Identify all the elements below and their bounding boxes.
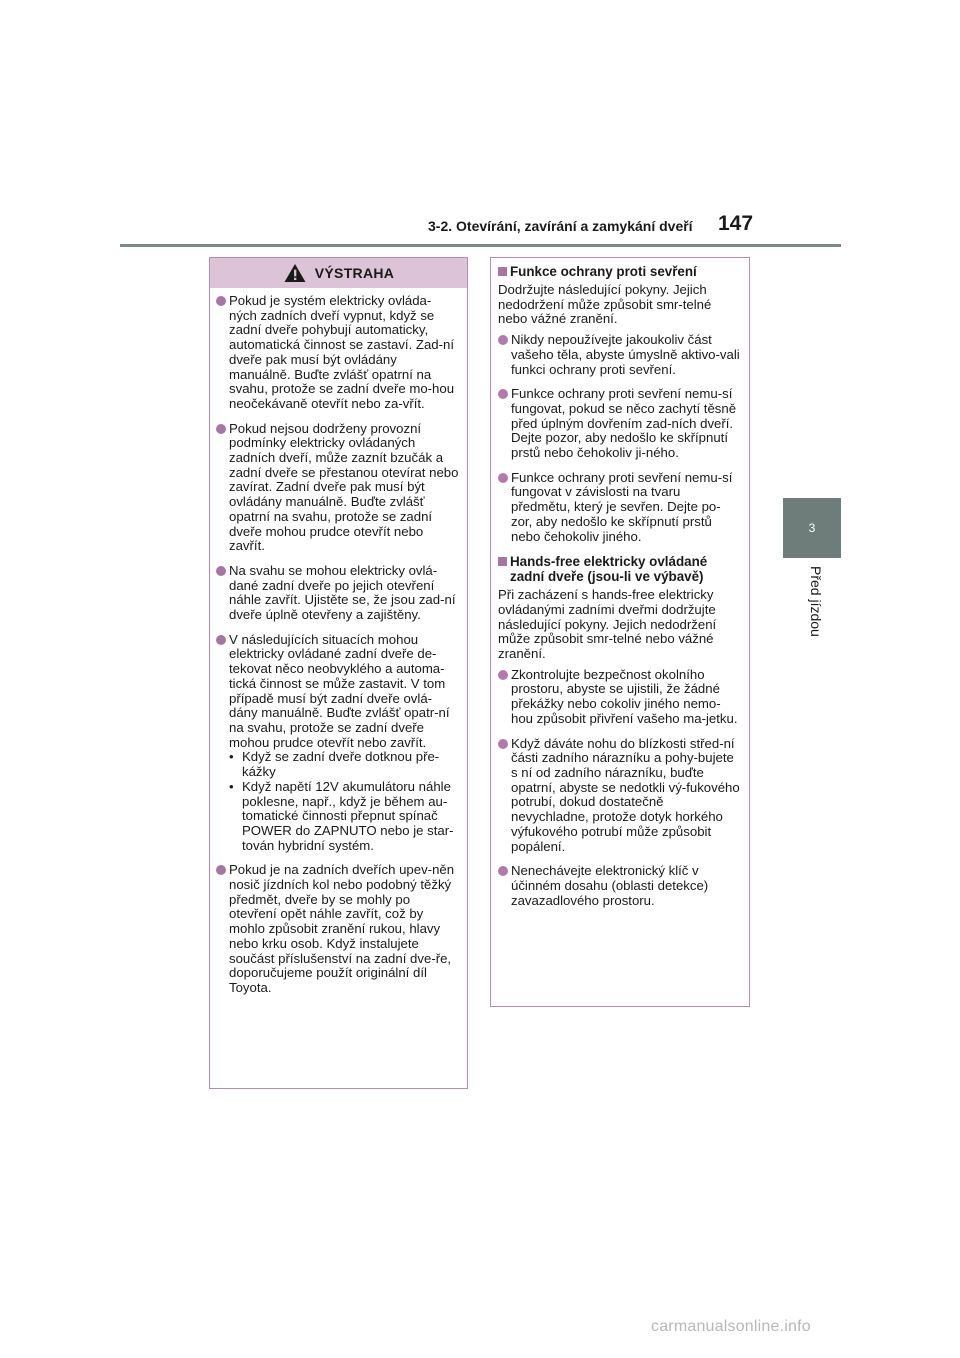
- bullet-dot-icon: [216, 424, 226, 434]
- bullet-dot-icon: [498, 670, 508, 680]
- warning-item: V následujících situacích mohou elektricky ovládané zadní dveře de-tekovat něco neobvyklého a automa-tická činnost se může zastavit. V tom případě musí být zadní dveře ovlá-dány manuálně. Buďte zvlášť opatr-ní na svahu, protože se zadní dveře mohou prudce otevřít nebo zavřít. • Když se zadní dveře dotknou pře-kážky • Když napětí 12V akumulátoru náhle poklesne, např., když je během au-tomatické činnosti přepnut spínač POWER do ZAPNUTO nebo je star-tován hybridní systém.: [216, 633, 459, 854]
- section-intro: Dodržujte následující pokyny. Jejich nedodržení může způsobit smr-telné nebo vážné zranění.: [498, 282, 712, 327]
- bullet-dot-icon: [216, 865, 226, 875]
- bullet-dot-icon: [216, 635, 226, 645]
- bullet-dot-icon: [498, 335, 508, 345]
- section-intro: Při zacházení s hands-free elektricky ovládanými zadními dveřmi dodržujte následující pokyny. Jejich nedodržení může způsobit smr-telné nebo vážné zranění.: [498, 587, 717, 662]
- section-title: 3-2. Otevírání, zavírání a zamykání dveří: [428, 218, 693, 234]
- warning-triangle-icon: [283, 263, 307, 283]
- info-item: Funkce ochrany proti sevření nemu-sí fungovat v závislosti na tvaru předmětu, který je sevřen. Dejte po-zor, aby nedošlo ke skřípnutí prstů nebo čehokoliv jiného.: [498, 471, 741, 545]
- bullet-dot-icon: [498, 866, 508, 876]
- warning-header: [210, 258, 467, 288]
- info-box: [490, 257, 750, 1007]
- section-square-icon: [498, 267, 507, 276]
- page-number: 147: [718, 212, 754, 235]
- watermark: carmanualsonline.info: [651, 1318, 811, 1335]
- section-square-icon: [498, 557, 507, 566]
- chapter-tab[interactable]: [783, 498, 841, 558]
- warning-item: Pokud je systém elektricky ovláda-ných zadních dveří vypnut, když se zadní dveře pohybují automaticky, automatická činnost se zastaví. Zad-ní dveře pak musí být ovládány manuálně. Buďte zvlášť opatrní na svahu, protože se zadní dveře mo-hou neočekávaně otevřít nebo za-vřít.: [216, 294, 459, 412]
- warning-title: VÝSTRAHA: [314, 265, 395, 281]
- chapter-number: 3: [808, 521, 816, 535]
- warning-box: [209, 257, 468, 1089]
- info-item: Když dáváte nohu do blízkosti střed-ní části zadního nárazníku a pohy-bujete s ní od zadního nárazníku, buďte opatrní, abyste se nedotkli vý-fukového potrubí, dokud dostatečně nevychladne, protože dotyk horkého výfukového potrubí může způsobit popálení.: [498, 737, 741, 855]
- bullet-dot-icon: [498, 739, 508, 749]
- info-item: Zkontrolujte bezpečnost okolního prostoru, abyste se ujistili, že žádné překážky nebo cokoliv jiného nemo-hou způsobit přivření vašeho ma-jetku.: [498, 668, 741, 727]
- warning-sub-item: • Když napětí 12V akumulátoru náhle poklesne, např., když je během au-tomatické činnosti přepnut spínač POWER do ZAPNUTO nebo je star-tován hybridní systém.: [229, 780, 459, 854]
- section-heading: Funkce ochrany proti sevření: [498, 264, 741, 279]
- header-divider: [120, 244, 841, 247]
- info-item: Nenechávejte elektronický klíč v účinném dosahu (oblasti detekce) zavazadlového prostoru.: [498, 864, 741, 908]
- chapter-label: Před jízdou: [808, 566, 824, 637]
- bullet-dot-icon: [216, 566, 226, 576]
- bullet-dot-icon: [216, 296, 226, 306]
- warning-sub-item: • Když se zadní dveře dotknou pře-kážky: [229, 750, 459, 779]
- warning-item: Pokud je na zadních dveřích upev-něn nosič jízdních kol nebo podobný těžký předmět, dveře by se mohly po otevření opět náhle zavřít, což by mohlo způsobit zranění rukou, hlavy nebo krku osob. Když instalujete součást příslušenství na zadní dve-ře, doporučujeme použít originální díl Toyota.: [216, 863, 459, 995]
- bullet-dot-icon: [498, 473, 508, 483]
- section-heading: Hands-free elektricky ovládané zadní dveře (jsou-li ve výbavě): [498, 554, 741, 584]
- info-item: Nikdy nepoužívejte jakoukoliv část vašeho těla, abyste úmyslně aktivo-vali funkci ochrany proti sevření.: [498, 333, 741, 377]
- warning-item: Na svahu se mohou elektricky ovlá-dané zadní dveře po jejich otevření náhle zavřít. Ujistěte se, že jsou zad-ní dveře úplně otevřeny a zajištěny.: [216, 564, 459, 623]
- info-item: Funkce ochrany proti sevření nemu-sí fungovat, pokud se něco zachytí těsně před úplným dovřením zad-ních dveří. Dejte pozor, aby nedošlo ke skřípnutí prstů nebo čehokoliv ji-ného.: [498, 387, 741, 461]
- warning-body: [210, 288, 467, 996]
- warning-item: Pokud nejsou dodrženy provozní podmínky elektricky ovládaných zadních dveří, může zaznít bzučák a zadní dveře se přestanou otevírat nebo zavírat. Zadní dveře pak musí být ovládány manuálně. Buďte zvlášť opatrní na svahu, protože se zadní dveře mohou prudce otevřít nebo zavřít.: [216, 422, 459, 554]
- bullet-dot-icon: [498, 389, 508, 399]
